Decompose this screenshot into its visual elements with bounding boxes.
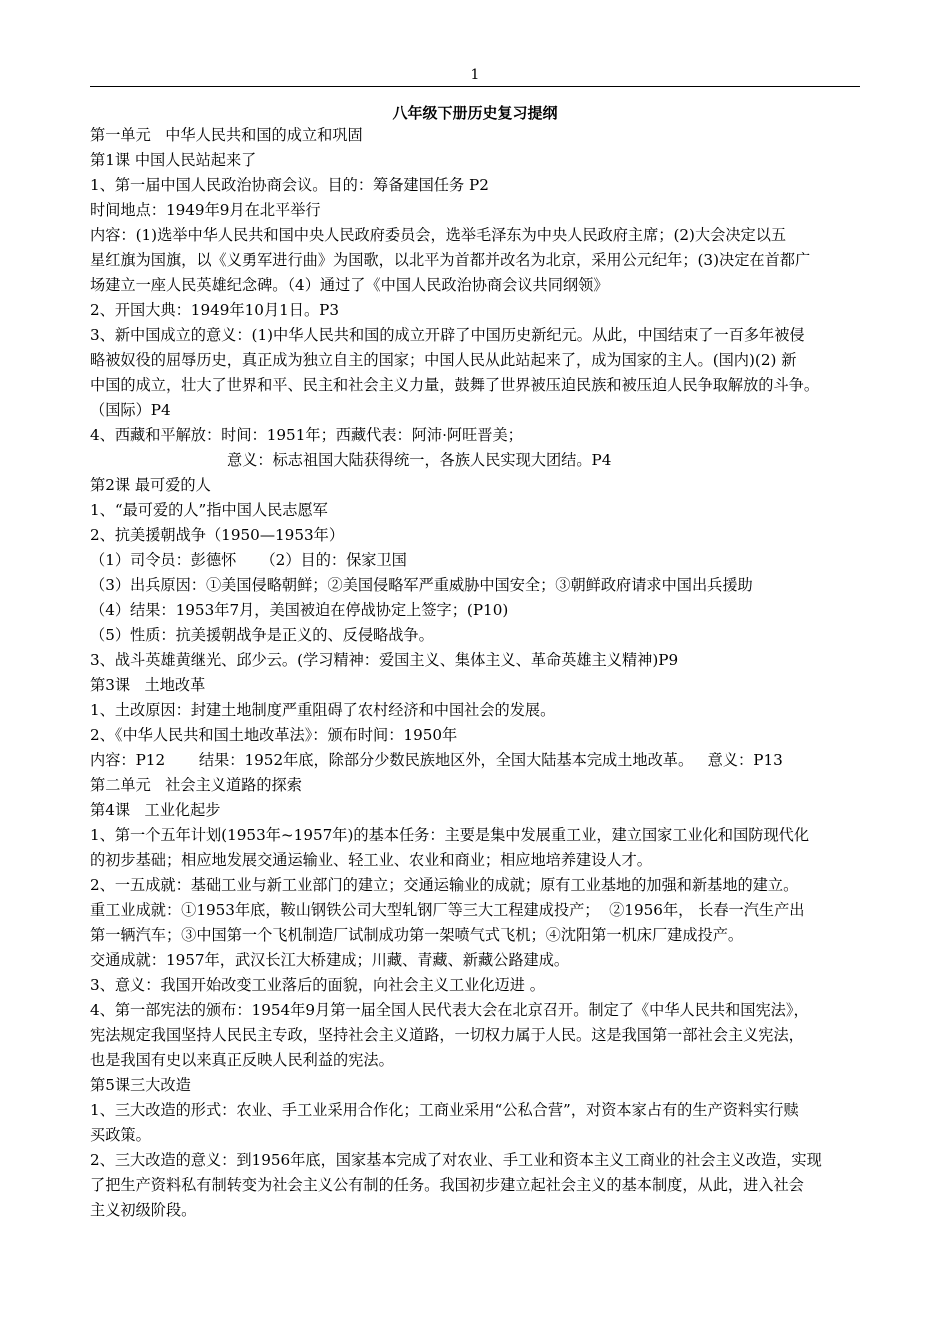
page-number: 1 bbox=[470, 67, 480, 83]
text-line: 第4课 工业化起步 bbox=[90, 801, 221, 819]
text-line: 星红旗为国旗，以《义勇军进行曲》为国歌，以北平为首都并改名为北京，采用公元纪年；(3)决定在首都广 bbox=[90, 251, 811, 269]
text-line: 4、第一部宪法的颁布：1954年9月第一届全国人民代表大会在北京召开。制定了《中华人民共和国宪法》， bbox=[90, 1001, 809, 1019]
text-line: 1、土改原因：封建土地制度严重阻碍了农村经济和中国社会的发展。 bbox=[90, 701, 556, 719]
text-line: 宪法规定我国坚持人民民主专政，坚持社会主义道路，一切权力属于人民。这是我国第一部社会主义宪法， bbox=[90, 1026, 804, 1044]
text-line: （3）出兵原因：①美国侵略朝鲜；②美国侵略军严重威胁中国安全；③朝鲜政府请求中国出兵援助 bbox=[90, 576, 753, 594]
text-line: 2、开国大典：1949年10月1日。P3 bbox=[90, 301, 340, 319]
text-line: 重工业成就：①1953年底，鞍山钢铁公司大型轧钢厂等三大工程建成投产； ②1956年， 长春一汽生产出 bbox=[90, 901, 805, 919]
text-line: 1、三大改造的形式：农业、手工业采用合作化；工商业采用“公私合营”，对资本家占有的生产资料实行赎 bbox=[90, 1101, 799, 1119]
text-line: 2、三大改造的意义：到1956年底，国家基本完成了对农业、手工业和资本主义工商业的社会主义改造，实现 bbox=[90, 1151, 822, 1169]
document-title: 八年级下册历史复习提纲 bbox=[392, 104, 558, 122]
text-line: 场建立一座人民英雄纪念碑。（4）通过了《中国人民政治协商会议共同纲领》 bbox=[90, 276, 609, 294]
text-line: 主义初级阶段。 bbox=[90, 1201, 197, 1219]
text-line: （4）结果：1953年7月，美国被迫在停战协定上签字；(P10) bbox=[90, 601, 509, 619]
text-line: 内容：P12 结果：1952年底，除部分少数民族地区外，全国大陆基本完成土地改革。 意义：P13 bbox=[90, 751, 783, 769]
text-line: 3、意义：我国开始改变工业落后的面貌，向社会主义工业化迈进 。 bbox=[90, 976, 545, 994]
text-line: 内容：(1)选举中华人民共和国中央人民政府委员会，选举毛泽东为中央人民政府主席；(2)大会决定以五 bbox=[90, 226, 787, 244]
text-line: 4、西藏和平解放：时间：1951年；西藏代表：阿沛·阿旺晋美； bbox=[90, 426, 523, 444]
text-line: 1、第一届中国人民政治协商会议。目的：筹备建国任务 P2 bbox=[90, 176, 489, 194]
text-line: 第一单元 中华人民共和国的成立和巩固 bbox=[90, 126, 363, 144]
text-line: 第一辆汽车；③中国第一个飞机制造厂试制成功第一架喷气式飞机；④沈阳第一机床厂建成投产。 bbox=[90, 926, 744, 944]
text-line: 1、第一个五年计划(1953年~1957年)的基本任务：主要是集中发展重工业，建立国家工业化和国防现代化 bbox=[90, 826, 810, 844]
text-line: 2、抗美援朝战争（1950—1953年） bbox=[90, 526, 345, 544]
text-line: 第3课 土地改革 bbox=[90, 676, 206, 694]
text-line: 2、《中华人民共和国土地改革法》：颁布时间：1950年 bbox=[90, 726, 458, 744]
text-line: 的初步基础；相应地发展交通运输业、轻工业、农业和商业；相应地培养建设人才。 bbox=[90, 851, 652, 869]
text-line: 第2课 最可爱的人 bbox=[90, 476, 211, 494]
text-line: 3、新中国成立的意义：(1)中华人民共和国的成立开辟了中国历史新纪元。从此，中国结束了一百多年被侵 bbox=[90, 326, 805, 344]
text-line: 第二单元 社会主义道路的探索 bbox=[90, 776, 302, 794]
header-rule bbox=[90, 86, 860, 87]
text-line: （国际）P4 bbox=[90, 401, 171, 419]
text-line: （5）性质：抗美援朝战争是正义的、反侵略战争。 bbox=[90, 626, 434, 644]
text-line: 中国的成立，壮大了世界和平、民主和社会主义力量，鼓舞了世界被压迫民族和被压迫人民争取解放的斗争。 bbox=[90, 376, 819, 394]
text-line: 交通成就：1957年，武汉长江大桥建成；川藏、青藏、新藏公路建成。 bbox=[90, 951, 570, 969]
text-line: 1、“最可爱的人”指中国人民志愿军 bbox=[90, 501, 328, 519]
text-line: 第5课三大改造 bbox=[90, 1076, 191, 1094]
text-line: 略被奴役的屈辱历史，真正成为独立自主的国家；中国人民从此站起来了，成为国家的主人。(国内)(2) 新 bbox=[90, 351, 797, 369]
document-body bbox=[90, 123, 860, 1223]
text-line: 第1课 中国人民站起来了 bbox=[90, 151, 257, 169]
text-line: 意义：标志祖国大陆获得统一，各族人民实现大团结。P4 bbox=[227, 451, 612, 469]
text-line: 也是我国有史以来真正反映人民利益的宪法。 bbox=[90, 1051, 394, 1069]
text-line: 时间地点：1949年9月在北平举行 bbox=[90, 201, 321, 219]
text-line: （1）司令员：彭德怀 （2）目的：保家卫国 bbox=[90, 551, 407, 569]
text-line: 了把生产资料私有制转变为社会主义公有制的任务。我国初步建立起社会主义的基本制度，从此，进入社会 bbox=[90, 1176, 804, 1194]
text-line: 2、一五成就：基础工业与新工业部门的建立；交通运输业的成就；原有工业基地的加强和新基地的建立。 bbox=[90, 876, 799, 894]
text-line: 买政策。 bbox=[90, 1126, 151, 1144]
text-line: 3、战斗英雄黄继光、邱少云。(学习精神：爱国主义、集体主义、革命英雄主义精神)P9 bbox=[90, 651, 679, 669]
